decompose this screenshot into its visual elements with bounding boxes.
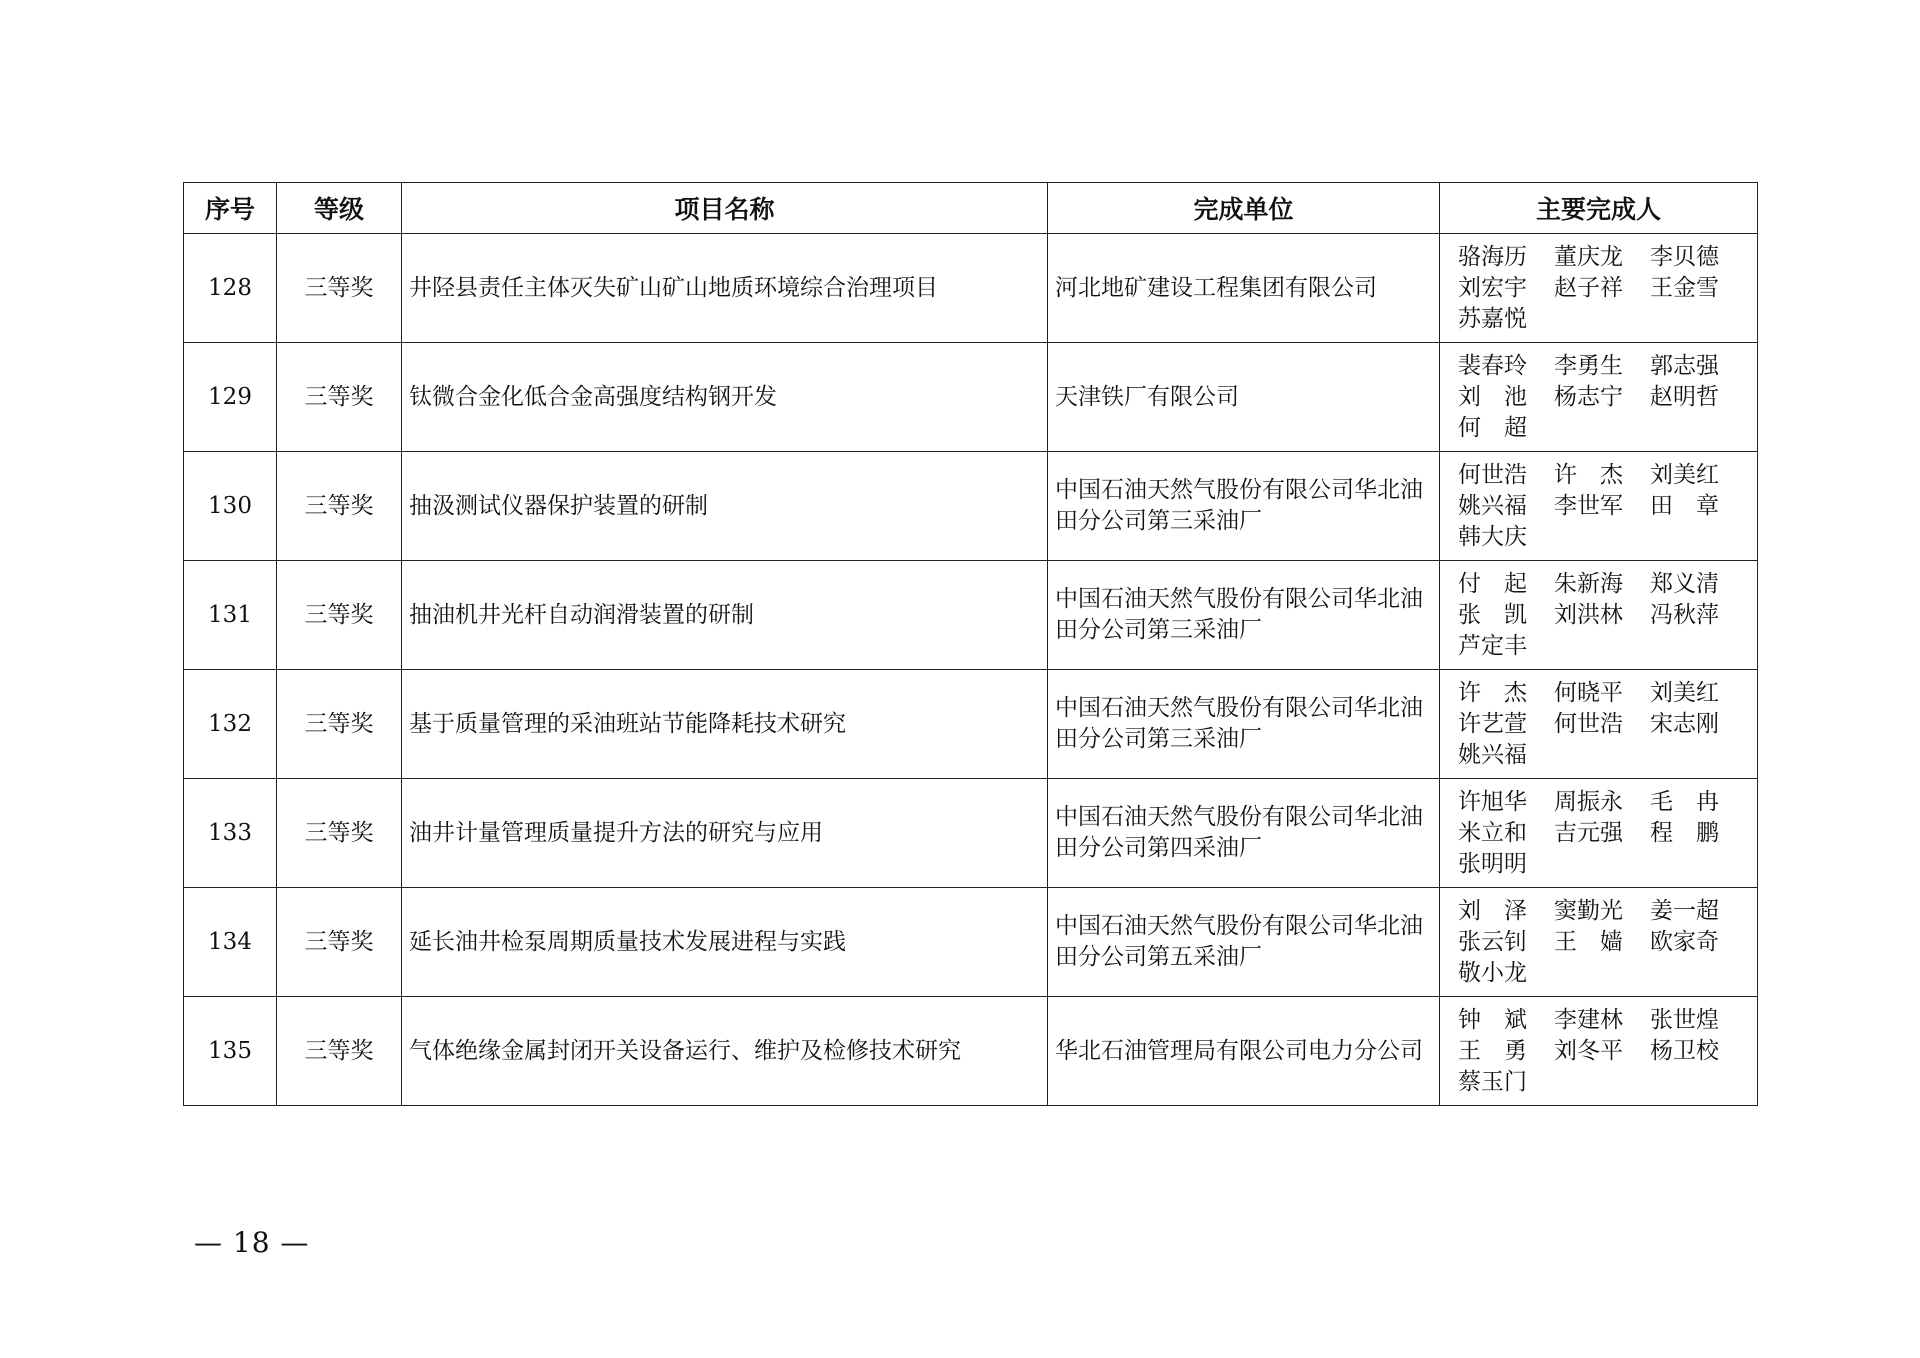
contributor-name: 刘 池 bbox=[1458, 383, 1527, 410]
completion-unit: 中国石油天然气股份有限公司华北油田分公司第三采油厂 bbox=[1048, 561, 1440, 670]
row-number: 133 bbox=[184, 779, 277, 888]
contributor-name: 赵子祥 bbox=[1554, 274, 1623, 301]
completion-unit: 中国石油天然气股份有限公司华北油田分公司第四采油厂 bbox=[1048, 779, 1440, 888]
award-grade: 三等奖 bbox=[277, 779, 402, 888]
award-grade: 三等奖 bbox=[277, 997, 402, 1106]
contributor-name: 李世军 bbox=[1554, 492, 1623, 519]
contributor-name: 何世浩 bbox=[1554, 710, 1623, 737]
project-name: 钛微合金化低合金高强度结构钢开发 bbox=[402, 343, 1048, 452]
contributor-name: 欧家奇 bbox=[1650, 928, 1719, 955]
contributor-name: 张世煌 bbox=[1650, 1006, 1719, 1033]
contributor-line bbox=[1458, 678, 1756, 709]
contributor-name: 张明明 bbox=[1458, 850, 1527, 877]
project-name: 延长油井检泵周期质量技术发展进程与实践 bbox=[402, 888, 1048, 997]
completion-unit: 中国石油天然气股份有限公司华北油田分公司第三采油厂 bbox=[1048, 452, 1440, 561]
contributor-line bbox=[1458, 1005, 1756, 1036]
contributor-name: 程 鹏 bbox=[1650, 819, 1719, 846]
contributor-line bbox=[1458, 522, 1756, 553]
project-name: 基于质量管理的采油班站节能降耗技术研究 bbox=[402, 670, 1048, 779]
project-name: 抽汲测试仪器保护装置的研制 bbox=[402, 452, 1048, 561]
page-number: — 18 — bbox=[194, 1226, 310, 1259]
contributor-name: 郭志强 bbox=[1650, 352, 1719, 379]
contributor-name: 刘美红 bbox=[1650, 461, 1719, 488]
contributor-line bbox=[1458, 600, 1756, 631]
row-number: 129 bbox=[184, 343, 277, 452]
main-contributors bbox=[1440, 234, 1758, 343]
contributor-line bbox=[1458, 351, 1756, 382]
row-number: 132 bbox=[184, 670, 277, 779]
contributor-name: 付 起 bbox=[1458, 570, 1527, 597]
contributor-name: 苏嘉悦 bbox=[1458, 305, 1527, 332]
award-grade: 三等奖 bbox=[277, 234, 402, 343]
contributor-name: 吉元强 bbox=[1554, 819, 1623, 846]
award-grade: 三等奖 bbox=[277, 888, 402, 997]
awards-sheet bbox=[183, 182, 1757, 1106]
header-row bbox=[184, 183, 1758, 234]
main-contributors bbox=[1440, 779, 1758, 888]
contributor-line bbox=[1458, 631, 1756, 662]
contributor-name: 何晓平 bbox=[1554, 679, 1623, 706]
header-grade: 等级 bbox=[277, 183, 402, 234]
contributor-line bbox=[1458, 491, 1756, 522]
contributor-name: 钟 斌 bbox=[1458, 1006, 1527, 1033]
contributor-name: 刘 泽 bbox=[1458, 897, 1527, 924]
row-number: 130 bbox=[184, 452, 277, 561]
row-number: 134 bbox=[184, 888, 277, 997]
project-name: 抽油机井光杆自动润滑装置的研制 bbox=[402, 561, 1048, 670]
contributor-name: 刘洪林 bbox=[1554, 601, 1623, 628]
contributor-line bbox=[1458, 242, 1756, 273]
award-grade: 三等奖 bbox=[277, 670, 402, 779]
contributor-line bbox=[1458, 460, 1756, 491]
contributor-name: 赵明哲 bbox=[1650, 383, 1719, 410]
table-row bbox=[184, 452, 1758, 561]
contributor-name: 芦定丰 bbox=[1458, 632, 1527, 659]
completion-unit: 中国石油天然气股份有限公司华北油田分公司第五采油厂 bbox=[1048, 888, 1440, 997]
contributor-name: 王金雪 bbox=[1650, 274, 1719, 301]
contributor-name: 刘宏宇 bbox=[1458, 274, 1527, 301]
award-grade: 三等奖 bbox=[277, 343, 402, 452]
table-row bbox=[184, 888, 1758, 997]
header-project-name: 项目名称 bbox=[402, 183, 1048, 234]
award-grade: 三等奖 bbox=[277, 452, 402, 561]
contributor-name: 王 嫱 bbox=[1554, 928, 1623, 955]
contributor-line bbox=[1458, 709, 1756, 740]
contributor-name: 姜一超 bbox=[1650, 897, 1719, 924]
contributor-name: 许 杰 bbox=[1554, 461, 1623, 488]
contributor-line bbox=[1458, 787, 1756, 818]
main-contributors bbox=[1440, 343, 1758, 452]
contributor-name: 李建林 bbox=[1554, 1006, 1623, 1033]
contributor-name: 宋志刚 bbox=[1650, 710, 1719, 737]
completion-unit: 华北石油管理局有限公司电力分公司 bbox=[1048, 997, 1440, 1106]
contributor-line bbox=[1458, 958, 1756, 989]
contributor-name: 董庆龙 bbox=[1554, 243, 1623, 270]
contributor-line bbox=[1458, 413, 1756, 444]
contributor-name: 毛 冉 bbox=[1650, 788, 1719, 815]
contributor-name: 李贝德 bbox=[1650, 243, 1719, 270]
table-row bbox=[184, 997, 1758, 1106]
contributor-name: 杨志宁 bbox=[1554, 383, 1623, 410]
contributor-name: 姚兴福 bbox=[1458, 741, 1527, 768]
project-name: 气体绝缘金属封闭开关设备运行、维护及检修技术研究 bbox=[402, 997, 1048, 1106]
table-row bbox=[184, 343, 1758, 452]
contributor-line bbox=[1458, 304, 1756, 335]
header-people: 主要完成人 bbox=[1440, 183, 1758, 234]
contributor-line bbox=[1458, 818, 1756, 849]
contributor-name: 田 章 bbox=[1650, 492, 1719, 519]
main-contributors bbox=[1440, 561, 1758, 670]
main-contributors bbox=[1440, 997, 1758, 1106]
contributor-name: 冯秋萍 bbox=[1650, 601, 1719, 628]
table-row bbox=[184, 779, 1758, 888]
project-name: 井陉县责任主体灭失矿山矿山地质环境综合治理项目 bbox=[402, 234, 1048, 343]
row-number: 128 bbox=[184, 234, 277, 343]
main-contributors bbox=[1440, 670, 1758, 779]
contributor-name: 王 勇 bbox=[1458, 1037, 1527, 1064]
contributor-name: 周振永 bbox=[1554, 788, 1623, 815]
contributor-line bbox=[1458, 273, 1756, 304]
main-contributors bbox=[1440, 888, 1758, 997]
contributor-name: 米立和 bbox=[1458, 819, 1527, 846]
contributor-name: 李勇生 bbox=[1554, 352, 1623, 379]
table-row bbox=[184, 234, 1758, 343]
awards-table bbox=[183, 182, 1758, 1106]
table-body bbox=[184, 234, 1758, 1106]
header-no: 序号 bbox=[184, 183, 277, 234]
contributor-name: 张云钊 bbox=[1458, 928, 1527, 955]
table-row bbox=[184, 670, 1758, 779]
contributor-name: 刘冬平 bbox=[1554, 1037, 1623, 1064]
contributor-line bbox=[1458, 849, 1756, 880]
completion-unit: 中国石油天然气股份有限公司华北油田分公司第三采油厂 bbox=[1048, 670, 1440, 779]
contributor-name: 裴春玲 bbox=[1458, 352, 1527, 379]
contributor-name: 韩大庆 bbox=[1458, 523, 1527, 550]
contributor-name: 杨卫校 bbox=[1650, 1037, 1719, 1064]
contributor-name: 刘美红 bbox=[1650, 679, 1719, 706]
contributor-name: 姚兴福 bbox=[1458, 492, 1527, 519]
contributor-name: 许 杰 bbox=[1458, 679, 1527, 706]
contributor-name: 窦勤光 bbox=[1554, 897, 1623, 924]
row-number: 135 bbox=[184, 997, 277, 1106]
award-grade: 三等奖 bbox=[277, 561, 402, 670]
contributor-name: 何世浩 bbox=[1458, 461, 1527, 488]
contributor-line bbox=[1458, 569, 1756, 600]
completion-unit: 河北地矿建设工程集团有限公司 bbox=[1048, 234, 1440, 343]
contributor-name: 敬小龙 bbox=[1458, 959, 1527, 986]
contributor-line bbox=[1458, 382, 1756, 413]
contributor-name: 何 超 bbox=[1458, 414, 1527, 441]
main-contributors bbox=[1440, 452, 1758, 561]
contributor-name: 朱新海 bbox=[1554, 570, 1623, 597]
contributor-name: 许旭华 bbox=[1458, 788, 1527, 815]
table-row bbox=[184, 561, 1758, 670]
row-number: 131 bbox=[184, 561, 277, 670]
completion-unit: 天津铁厂有限公司 bbox=[1048, 343, 1440, 452]
contributor-name: 郑义清 bbox=[1650, 570, 1719, 597]
project-name: 油井计量管理质量提升方法的研究与应用 bbox=[402, 779, 1048, 888]
contributor-name: 骆海历 bbox=[1458, 243, 1527, 270]
contributor-line bbox=[1458, 740, 1756, 771]
contributor-line bbox=[1458, 1067, 1756, 1098]
contributor-line bbox=[1458, 1036, 1756, 1067]
header-unit: 完成单位 bbox=[1048, 183, 1440, 234]
contributor-name: 许艺萱 bbox=[1458, 710, 1527, 737]
contributor-name: 张 凯 bbox=[1458, 601, 1527, 628]
contributor-line bbox=[1458, 896, 1756, 927]
contributor-line bbox=[1458, 927, 1756, 958]
contributor-name: 蔡玉门 bbox=[1458, 1068, 1527, 1095]
